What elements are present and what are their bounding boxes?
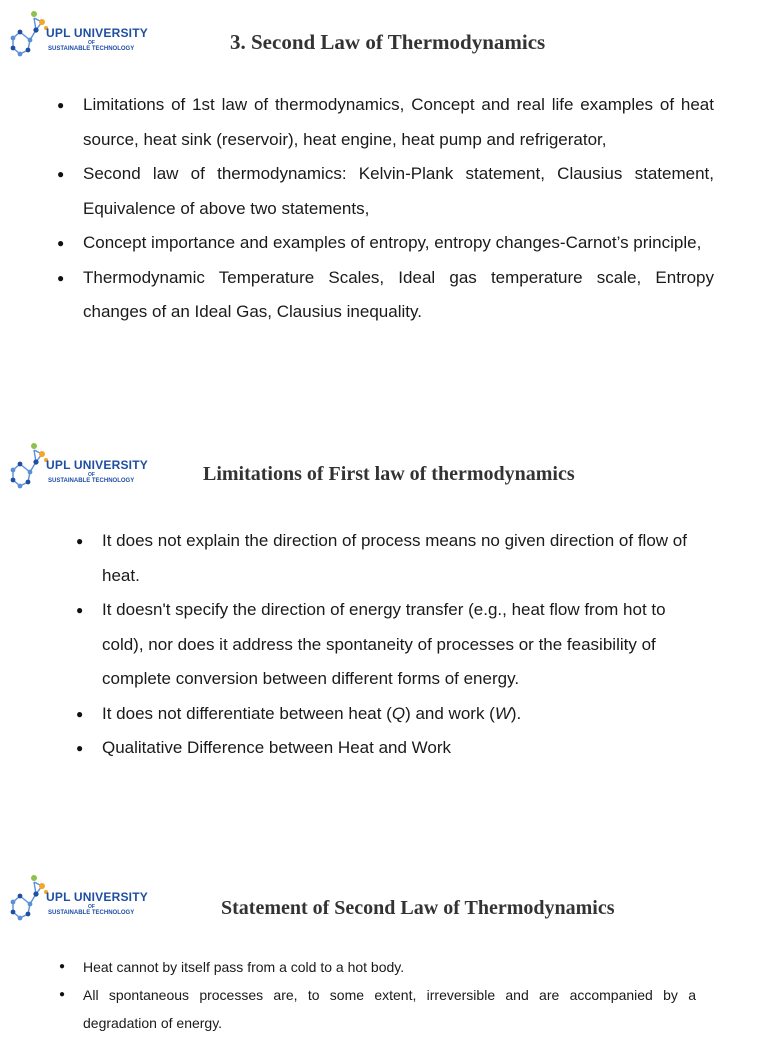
work-symbol: W: [494, 703, 511, 723]
logo-name: UPL UNIVERSITY: [46, 890, 148, 904]
list-item: ● It doesn't specify the direction of energy transfer (e.g., heat flow from hot to cold), nor does it address the spontaneity of processes or the feasibility of complete conversion between different forms of energy.: [102, 593, 690, 697]
bullet-list: [102, 524, 690, 766]
list-item: ● All spontaneous processes are, to some extent, irreversible and are accompanied by a degradation of energy.: [83, 981, 696, 1037]
logo-of: OF: [88, 40, 95, 46]
list-item: ● It does not explain the direction of process means no given direction of flow of heat.: [102, 524, 690, 593]
molecule-logo-icon: [6, 872, 50, 928]
university-logo: [6, 8, 146, 64]
list-item: ● Qualitative Difference between Heat and Work: [102, 731, 690, 766]
molecule-logo-icon: [6, 440, 50, 496]
list-item: ● Heat cannot by itself pass from a cold to a hot body.: [83, 953, 696, 981]
section-title: Statement of Second Law of Thermodynamics: [221, 897, 615, 919]
text-run: ) and work (: [405, 703, 495, 723]
text-run: It does not differentiate between heat (: [102, 703, 392, 723]
text-run: ).: [510, 703, 522, 723]
bullet-list: [83, 88, 714, 330]
list-item: ● Concept importance and examples of entropy, entropy changes-Carnot’s principle,: [83, 226, 714, 261]
logo-name: UPL UNIVERSITY: [46, 458, 148, 472]
list-item: ● Limitations of 1st law of thermodynamics, Concept and real life examples of heat source, heat sink (reservoir), heat engine, heat pump and refrigerator,: [83, 88, 714, 157]
logo-subtitle: SUSTAINABLE TECHNOLOGY: [48, 910, 135, 916]
logo-subtitle: SUSTAINABLE TECHNOLOGY: [48, 478, 135, 484]
logo-of: OF: [88, 472, 95, 478]
logo-name: UPL UNIVERSITY: [46, 26, 148, 40]
university-logo: [6, 872, 146, 928]
bullet-list: [83, 953, 696, 1037]
list-item: ● Second law of thermodynamics: Kelvin-Plank statement, Clausius statement, Equivalence of above two statements,: [83, 157, 714, 226]
logo-subtitle: SUSTAINABLE TECHNOLOGY: [48, 46, 135, 52]
list-item: [102, 697, 690, 732]
heat-symbol: Q: [391, 703, 406, 723]
university-logo: [6, 440, 146, 496]
section-title: Limitations of First law of thermodynamics: [203, 463, 575, 485]
logo-of: OF: [88, 904, 95, 910]
section-title: 3. Second Law of Thermodynamics: [230, 30, 546, 54]
list-item: ● Thermodynamic Temperature Scales, Ideal gas temperature scale, Entropy changes of an Ideal Gas, Clausius inequality.: [83, 261, 714, 330]
molecule-logo-icon: [6, 8, 50, 64]
